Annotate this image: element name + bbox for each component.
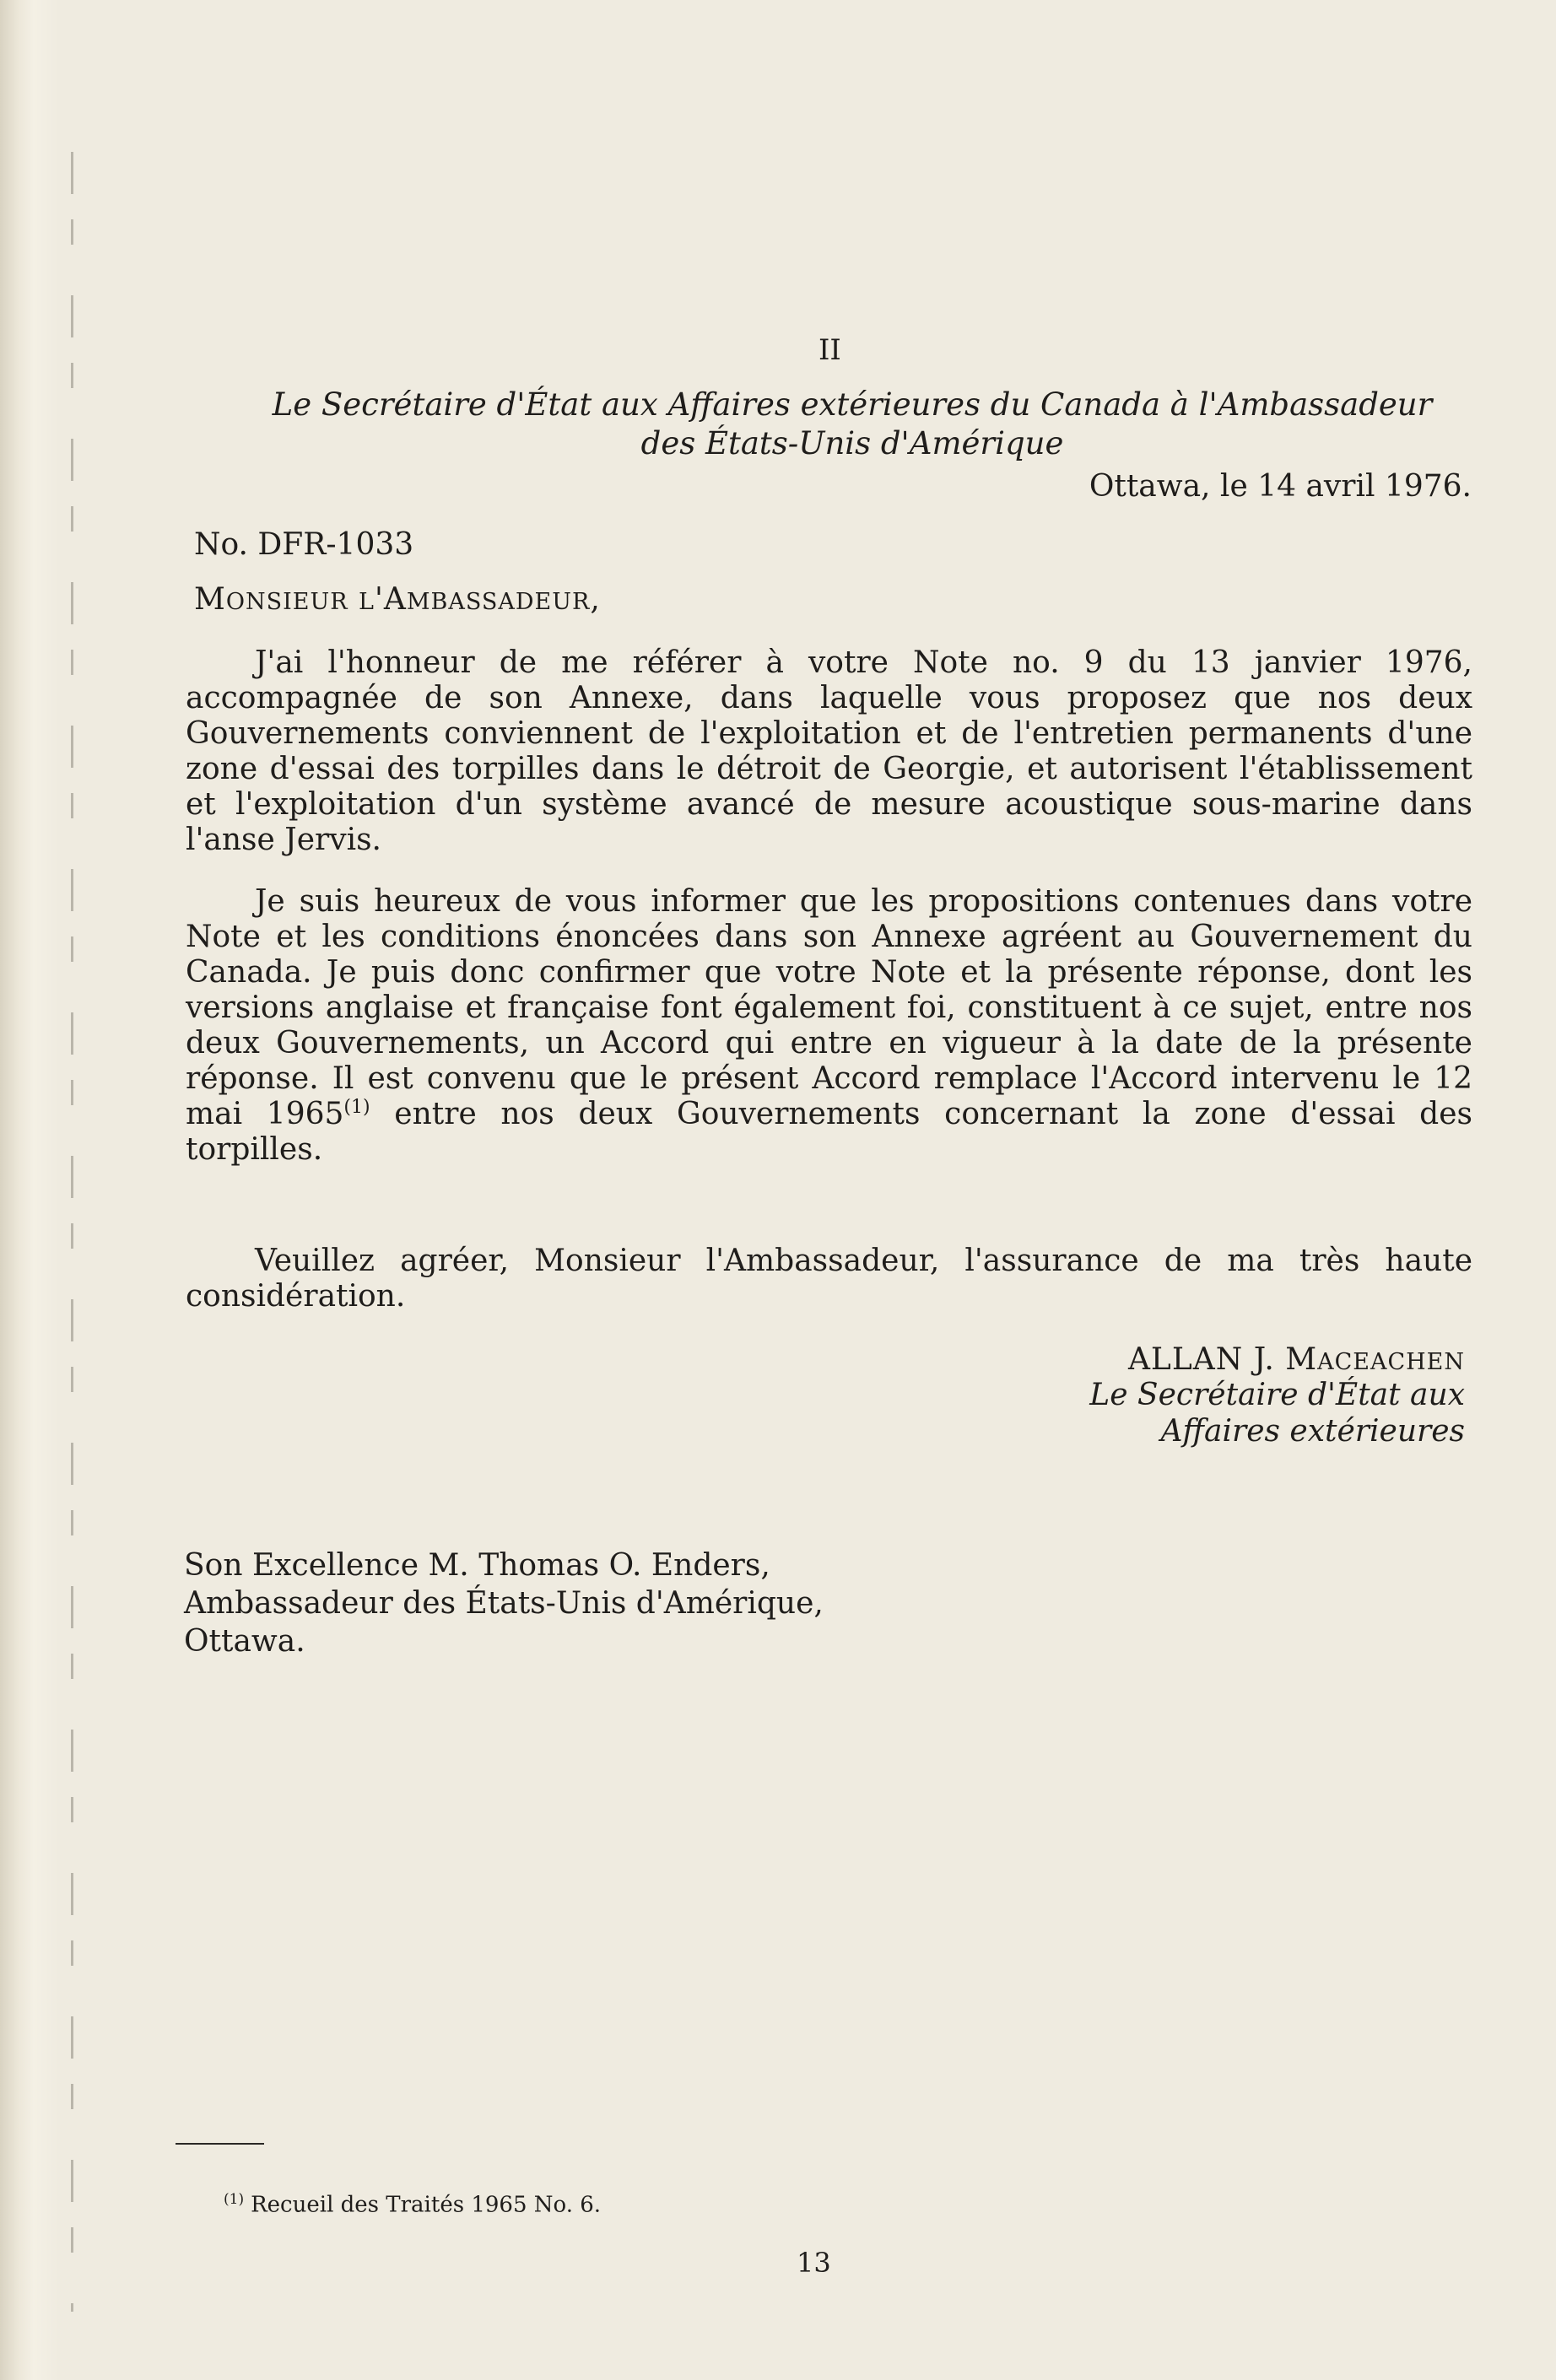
footnote [224,2191,601,2218]
body-paragraph-1: J'ai l'honneur de me référer à votre Note no. 9 du 13 janvier 1976, accompagnée de son Annexe, dans laquelle vous proposez que nos deux Gouvernements conviennent de l'exploitation et de l'entretien permanents d'une zone d'essai des torpilles dans le détroit de Georgie, et autorisent l'établissement et l'exploitation d'un système avancé de mesure acoustique sous-marine dans l'anse Jervis. [186,645,1472,857]
letter-date: Ottawa, le 14 avril 1976. [1089,469,1472,504]
note-reference: No. DFR-1033 [194,527,414,562]
signatory-name: ALLAN J. MACEACHEN [1127,1342,1465,1377]
salutation: MONSIEUR L'AMBASSADEUR, [194,582,601,617]
addressee-line-1: Son Excellence M. Thomas O. Enders, [184,1548,770,1583]
closing-paragraph: Veuillez agréer, Monsieur l'Ambassadeur, l'assurance de ma très haute considération. [186,1244,1472,1314]
signatory-title-line-1: Le Secrétaire d'État aux [1089,1378,1465,1412]
section-numeral: II [819,333,841,367]
body-paragraph-2: Je suis heureux de vous informer que les propositions contenues dans votre Note et les conditions énoncées dans son Annexe agréent au Gouvernement du Canada. Je puis donc confirmer que votre Note et la présente réponse, dont les versions anglaise et française font également foi, constituent à ce sujet, entre nos deux Gouvernements, un Accord qui entre en vigueur à la date de la présente réponse. Il est convenu que le présent Accord remplace l'Accord intervenu le 12 mai 1965$^{(1)}$ entre nos deux Gouvernements concernant la zone d'essai des torpilles. [186,884,1472,1167]
signatory-title-line-2: Affaires extérieures [1160,1414,1465,1449]
addressee-line-2: Ambassadeur des États-Unis d'Amérique, [184,1586,824,1621]
letter-heading-line-1: Le Secrétaire d'État aux Affaires extérieures du Canada à l'Ambassadeur [272,386,1433,423]
footnote-marker: (1) [224,2191,245,2208]
letter-heading-line-2: des États-Unis d'Amérique [640,425,1064,461]
footnote-reference: (1) [343,1097,370,1118]
addressee-line-3: Ottawa. [184,1624,305,1659]
footnote-separator [176,2143,264,2145]
page-number: 13 [797,2247,831,2279]
footnote-text: Recueil des Traités 1965 No. 6. [251,2192,602,2218]
